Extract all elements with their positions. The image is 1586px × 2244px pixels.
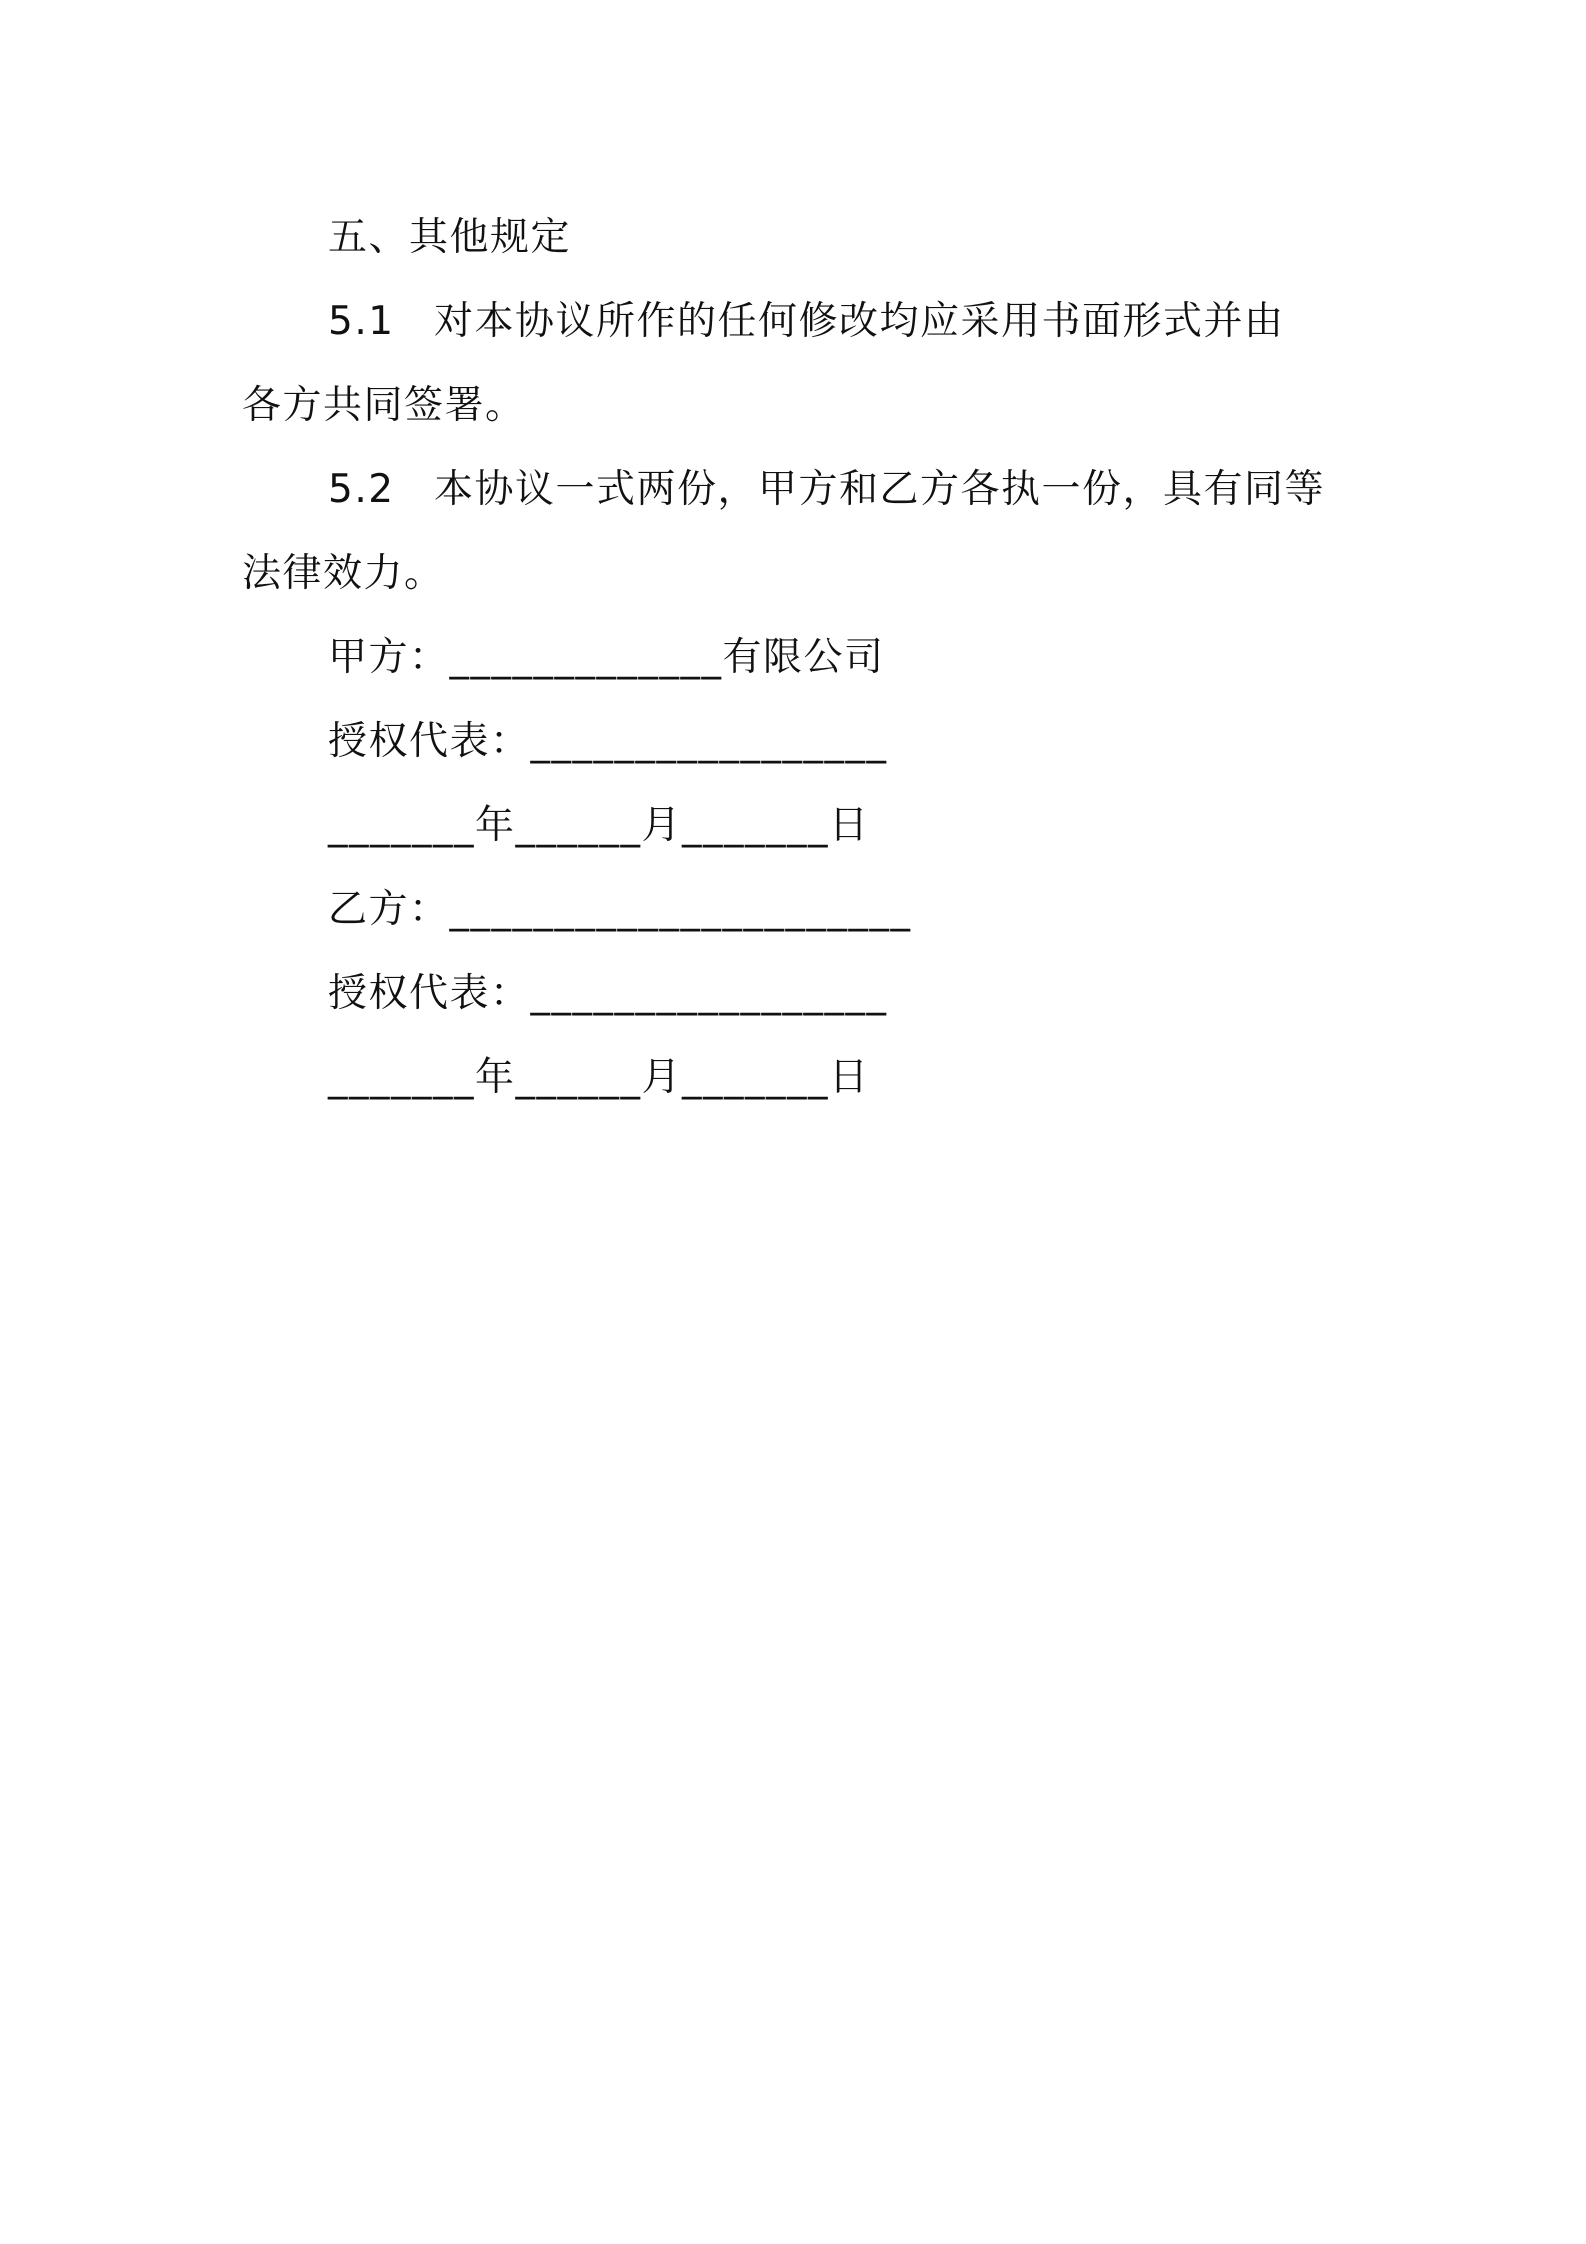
party-b-date-line: _______年______月_______日	[328, 1055, 870, 1100]
party-b-representative-line: 授权代表：_________________	[328, 971, 888, 1016]
clause-5-1-number: 5.1	[328, 299, 395, 344]
document-body	[242, 196, 1352, 1120]
clause-5-2-text-1: 本协议一式两份，甲方和乙方各执一份，具有同等	[434, 467, 1326, 512]
party-a-name-line: 甲方：_____________有限公司	[328, 635, 885, 680]
clause-5-2-number: 5.2	[328, 467, 395, 512]
party-a-date-line: _______年______月_______日	[328, 803, 870, 848]
section-heading: 五、其他规定	[328, 215, 572, 260]
clause-5-2-line-2: 法律效力。	[242, 551, 445, 596]
clause-5-1-line-1	[242, 280, 1352, 364]
clause-5-1-text-1: 对本协议所作的任何修改均应采用书面形式并由	[434, 299, 1285, 344]
clause-5-1-line-2: 各方共同签署。	[242, 383, 526, 428]
party-b-name-line: 乙方：______________________	[328, 887, 912, 932]
party-a-representative-line: 授权代表：_________________	[328, 719, 888, 764]
clause-5-2-line-1	[242, 448, 1352, 532]
